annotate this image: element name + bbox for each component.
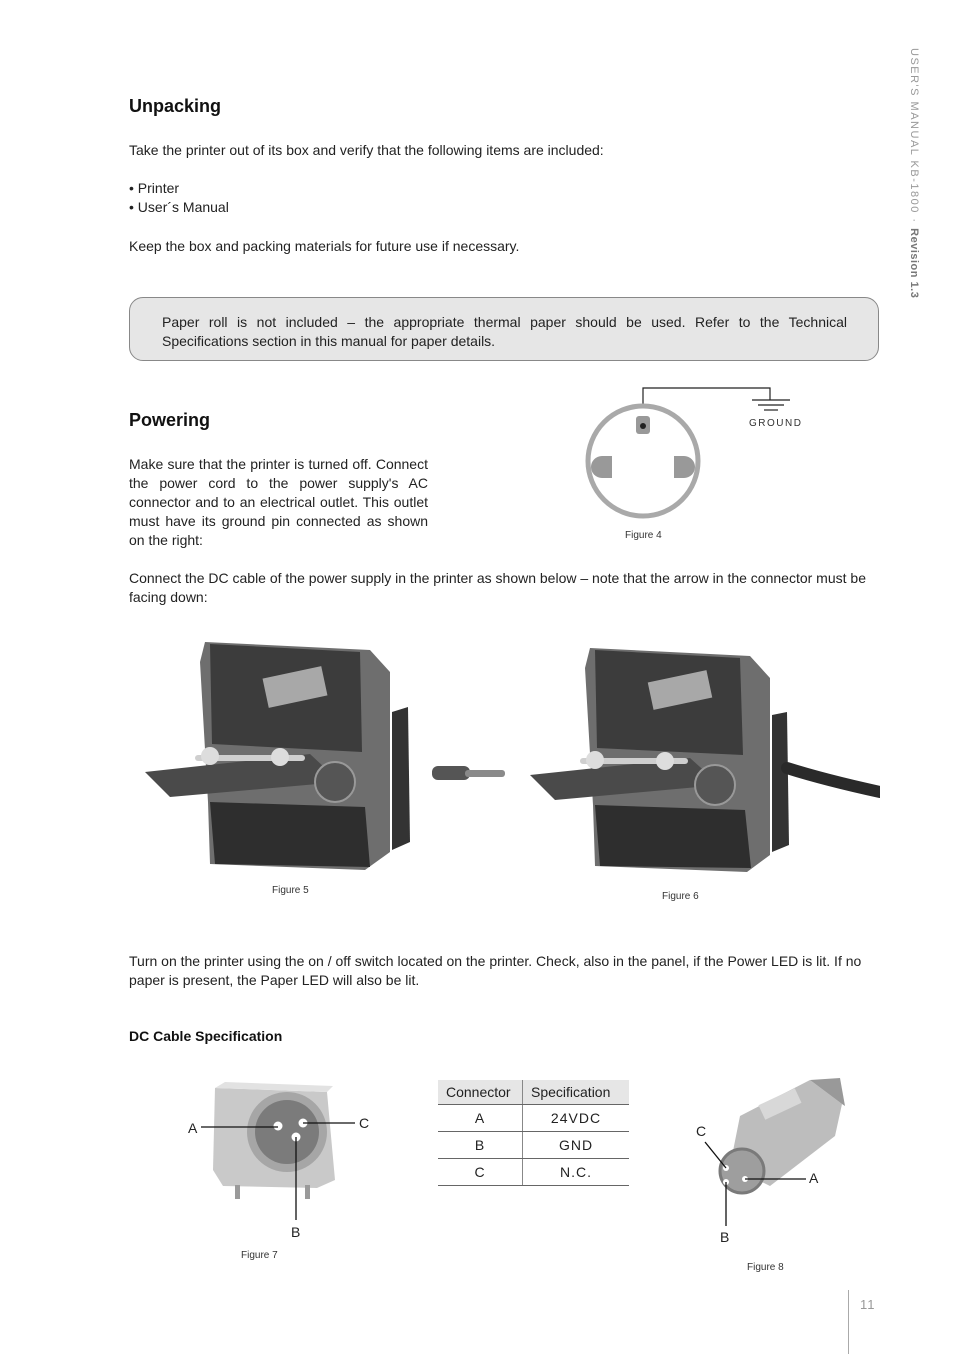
paper-note-box: Paper roll is not included – the appropriate thermal paper should be used. Refer to the Technical Specifications section in this manual for paper details.	[129, 297, 879, 361]
figure-8-caption: Figure 8	[747, 1262, 784, 1273]
table-row	[438, 1132, 629, 1159]
gear	[695, 765, 735, 805]
dc-cable-plugged	[787, 768, 880, 792]
figure-6-caption: Figure 6	[662, 891, 699, 902]
socket-ring-inner	[255, 1100, 319, 1164]
outlet-slot-right	[674, 456, 695, 478]
header-connector: Connector	[438, 1080, 523, 1105]
powering-heading: Powering	[129, 410, 211, 430]
cell-specification: GND	[523, 1132, 630, 1159]
socket-leg	[235, 1185, 240, 1199]
page-number: 11	[860, 1297, 876, 1312]
manual-title: USER'S MANUAL KB-1800 ·	[908, 48, 920, 229]
figure-7-caption: Figure 7	[241, 1250, 278, 1261]
plug-label-b: B	[720, 1229, 730, 1245]
outlet-slot-left	[591, 456, 612, 478]
roller	[201, 747, 219, 765]
unpacking-heading: Unpacking	[129, 96, 222, 116]
socket-label-a: A	[188, 1120, 198, 1136]
item-list-entry: • User´s Manual	[129, 199, 229, 215]
cell-connector: C	[438, 1159, 523, 1186]
printer-base	[595, 805, 751, 868]
roller	[586, 751, 604, 769]
table-header-row	[438, 1080, 629, 1105]
dc-plug	[432, 766, 470, 780]
cell-specification: 24VDC	[523, 1105, 630, 1132]
figure-5-caption: Figure 5	[272, 885, 309, 896]
outlet-diagram	[580, 384, 803, 524]
table-row	[438, 1105, 629, 1132]
item-list-entry: • Printer	[129, 180, 180, 196]
plug-label-c: C	[696, 1123, 707, 1139]
printer-side-plate	[772, 712, 789, 852]
socket-label-c: C	[359, 1115, 370, 1131]
unpacking-keep-text: Keep the box and packing materials for future use if necessary.	[129, 238, 520, 254]
cell-specification: N.C.	[523, 1159, 630, 1186]
page-number-divider	[848, 1290, 849, 1354]
leader-line-c	[705, 1142, 726, 1168]
gear	[315, 762, 355, 802]
ground-pin-dot	[640, 423, 646, 429]
figure-4-caption: Figure 4	[625, 530, 662, 541]
cell-connector: A	[438, 1105, 523, 1132]
powering-paragraph-3: Turn on the printer using the on / off switch located on the printer. Check, also in the panel, if the Power LED is lit. If no paper is present, the Paper LED will also be lit.	[129, 953, 862, 988]
dc-spec-table	[438, 1080, 629, 1186]
roller	[271, 748, 289, 766]
dc-plug-photo	[700, 1076, 850, 1236]
revision: Revision 1.3	[908, 228, 920, 299]
socket-pin-a	[274, 1122, 283, 1131]
printer-base	[210, 802, 370, 867]
dc-socket-photo	[195, 1080, 375, 1225]
printer-photo-unplugged	[140, 632, 510, 877]
cell-connector: B	[438, 1132, 523, 1159]
ground-label: GROUND	[749, 418, 803, 429]
printer-side-plate	[392, 707, 410, 850]
dc-cable	[465, 770, 505, 777]
plug-label-a: A	[809, 1170, 819, 1186]
table-row	[438, 1159, 629, 1186]
socket-leg	[305, 1185, 310, 1199]
dc-spec-heading: DC Cable Specification	[129, 1028, 283, 1044]
unpacking-intro: Take the printer out of its box and verify that the following items are included:	[129, 142, 604, 158]
roller	[656, 752, 674, 770]
header-specification: Specification	[523, 1080, 630, 1105]
powering-paragraph-2: Connect the DC cable of the power supply in the printer as shown below – note that the arrow in the connector must be facing down:	[129, 570, 866, 605]
running-header	[908, 48, 920, 298]
printer-photo-plugged	[525, 640, 880, 875]
powering-paragraph-1: Make sure that the printer is turned off. Connect the power cord to the power supply's AC connector and to an electrical outlet. This outlet must have its ground pin connected as shown on the right:	[129, 456, 428, 548]
socket-label-b: B	[291, 1224, 301, 1240]
